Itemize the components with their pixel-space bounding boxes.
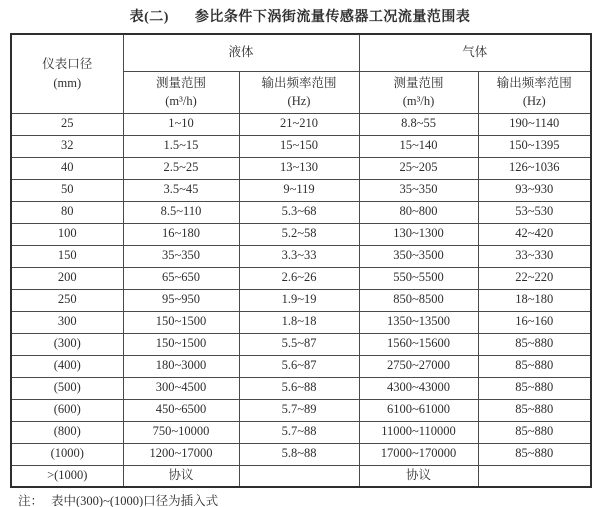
cell-liquid-freq: 2.6~26 — [239, 267, 359, 289]
cell-diameter: (1000) — [11, 443, 123, 465]
cell-liquid-freq: 5.6~88 — [239, 377, 359, 399]
cell-liquid-freq: 5.6~87 — [239, 355, 359, 377]
cell-liquid-range: 95~950 — [123, 289, 239, 311]
cell-gas-freq: 150~1395 — [478, 135, 591, 157]
header-gas-range-unit: (m³/h) — [402, 94, 435, 108]
cell-liquid-range: 16~180 — [123, 223, 239, 245]
cell-liquid-freq: 13~130 — [239, 157, 359, 179]
cell-diameter: 25 — [11, 113, 123, 135]
cell-diameter: (800) — [11, 421, 123, 443]
cell-diameter: 32 — [11, 135, 123, 157]
table-row — [11, 201, 591, 223]
header-diameter — [11, 34, 123, 113]
cell-liquid-range: 65~650 — [123, 267, 239, 289]
cell-gas-range: 17000~170000 — [359, 443, 478, 465]
header-liquid-range — [123, 71, 239, 113]
cell-gas-freq: 33~330 — [478, 245, 591, 267]
table-row — [11, 113, 591, 135]
table-row — [11, 465, 591, 487]
cell-gas-range: 850~8500 — [359, 289, 478, 311]
footnote-label: 注： — [18, 494, 44, 507]
cell-liquid-range: 150~1500 — [123, 311, 239, 333]
table-row — [11, 421, 591, 443]
cell-gas-freq: 93~930 — [478, 179, 591, 201]
header-group-liquid: 液体 — [123, 34, 359, 71]
cell-diameter: 250 — [11, 289, 123, 311]
cell-diameter: (500) — [11, 377, 123, 399]
table-row — [11, 223, 591, 245]
cell-liquid-range: 8.5~110 — [123, 201, 239, 223]
cell-liquid-range: 300~4500 — [123, 377, 239, 399]
header-diameter-unit: (mm) — [53, 75, 82, 90]
header-gas-freq-label: 输出频率范围 — [496, 75, 572, 90]
cell-liquid-range: 180~3000 — [123, 355, 239, 377]
cell-liquid-range: 1200~17000 — [123, 443, 239, 465]
cell-liquid-range: 协议 — [123, 465, 239, 487]
cell-liquid-range: 750~10000 — [123, 421, 239, 443]
cell-liquid-freq: 5.7~89 — [239, 399, 359, 421]
cell-liquid-freq: 5.3~68 — [239, 201, 359, 223]
header-gas-range-label: 测量范围 — [393, 75, 444, 90]
cell-gas-range: 550~5500 — [359, 267, 478, 289]
table-row — [11, 355, 591, 377]
flow-range-table — [10, 33, 592, 488]
cell-liquid-freq: 5.7~88 — [239, 421, 359, 443]
cell-liquid-freq: 3.3~33 — [239, 245, 359, 267]
cell-diameter: 100 — [11, 223, 123, 245]
cell-gas-range: 6100~61000 — [359, 399, 478, 421]
cell-gas-range: 1560~15600 — [359, 333, 478, 355]
cell-diameter: >(1000) — [11, 465, 123, 487]
cell-gas-freq: 126~1036 — [478, 157, 591, 179]
header-group-gas: 气体 — [359, 34, 591, 71]
cell-liquid-freq: 9~119 — [239, 179, 359, 201]
cell-gas-range: 协议 — [359, 465, 478, 487]
cell-gas-freq: 85~880 — [478, 399, 591, 421]
cell-gas-freq — [478, 465, 591, 487]
header-diameter-label: 仪表口径 — [42, 57, 93, 71]
table-row — [11, 179, 591, 201]
table-row — [11, 399, 591, 421]
cell-gas-range: 4300~43000 — [359, 377, 478, 399]
header-liquid-range-unit: (m³/h) — [165, 94, 197, 108]
cell-gas-freq: 190~1140 — [478, 113, 591, 135]
cell-liquid-freq: 5.5~87 — [239, 333, 359, 355]
cell-liquid-freq: 5.2~58 — [239, 223, 359, 245]
table-row — [11, 135, 591, 157]
cell-diameter: 200 — [11, 267, 123, 289]
cell-diameter: (600) — [11, 399, 123, 421]
header-liquid-freq-label: 输出频率范围 — [261, 75, 337, 90]
header-gas-freq-unit: (Hz) — [522, 94, 546, 108]
header-group-row — [11, 34, 591, 71]
cell-diameter: 40 — [11, 157, 123, 179]
header-gas-freq — [478, 71, 591, 113]
cell-gas-range: 2750~27000 — [359, 355, 478, 377]
cell-liquid-range: 1.5~15 — [123, 135, 239, 157]
table-row — [11, 289, 591, 311]
cell-gas-range: 25~205 — [359, 157, 478, 179]
cell-gas-range: 80~800 — [359, 201, 478, 223]
header-liquid-freq-unit: (Hz) — [287, 94, 311, 108]
cell-liquid-freq: 1.9~19 — [239, 289, 359, 311]
cell-diameter: (400) — [11, 355, 123, 377]
cell-diameter: 80 — [11, 201, 123, 223]
table-footnote — [18, 491, 218, 507]
table-row — [11, 443, 591, 465]
cell-gas-range: 35~350 — [359, 179, 478, 201]
table-title — [0, 6, 600, 26]
header-liquid-range-label: 测量范围 — [155, 75, 206, 90]
table-row — [11, 157, 591, 179]
header-liquid-freq — [239, 71, 359, 113]
cell-gas-freq: 16~160 — [478, 311, 591, 333]
cell-gas-freq: 85~880 — [478, 421, 591, 443]
cell-gas-range: 15~140 — [359, 135, 478, 157]
cell-diameter: (300) — [11, 333, 123, 355]
cell-gas-freq: 42~420 — [478, 223, 591, 245]
table-row — [11, 267, 591, 289]
header-gas-range — [359, 71, 478, 113]
cell-gas-range: 1350~13500 — [359, 311, 478, 333]
cell-gas-freq: 85~880 — [478, 377, 591, 399]
cell-gas-freq: 85~880 — [478, 355, 591, 377]
cell-liquid-range: 150~1500 — [123, 333, 239, 355]
cell-liquid-range: 35~350 — [123, 245, 239, 267]
table-row — [11, 311, 591, 333]
table-row — [11, 333, 591, 355]
table-row — [11, 377, 591, 399]
cell-gas-freq: 85~880 — [478, 443, 591, 465]
cell-gas-freq: 53~530 — [478, 201, 591, 223]
cell-liquid-freq: 1.8~18 — [239, 311, 359, 333]
cell-diameter: 150 — [11, 245, 123, 267]
cell-gas-range: 130~1300 — [359, 223, 478, 245]
cell-gas-range: 8.8~55 — [359, 113, 478, 135]
cell-diameter: 50 — [11, 179, 123, 201]
cell-gas-range: 11000~110000 — [359, 421, 478, 443]
cell-liquid-freq — [239, 465, 359, 487]
table-title-number: 表(二) — [129, 10, 169, 25]
cell-gas-freq: 85~880 — [478, 333, 591, 355]
cell-gas-range: 350~3500 — [359, 245, 478, 267]
cell-liquid-freq: 21~210 — [239, 113, 359, 135]
cell-liquid-freq: 15~150 — [239, 135, 359, 157]
footnote-text: 表中(300)~(1000)口径为插入式 — [51, 494, 219, 507]
cell-liquid-range: 1~10 — [123, 113, 239, 135]
cell-gas-freq: 22~220 — [478, 267, 591, 289]
cell-liquid-freq: 5.8~88 — [239, 443, 359, 465]
table-row — [11, 245, 591, 267]
cell-liquid-range: 450~6500 — [123, 399, 239, 421]
cell-diameter: 300 — [11, 311, 123, 333]
cell-gas-freq: 18~180 — [478, 289, 591, 311]
cell-liquid-range: 3.5~45 — [123, 179, 239, 201]
cell-liquid-range: 2.5~25 — [123, 157, 239, 179]
table-title-text: 参比条件下涡街流量传感器工况流量范围表 — [194, 10, 471, 25]
